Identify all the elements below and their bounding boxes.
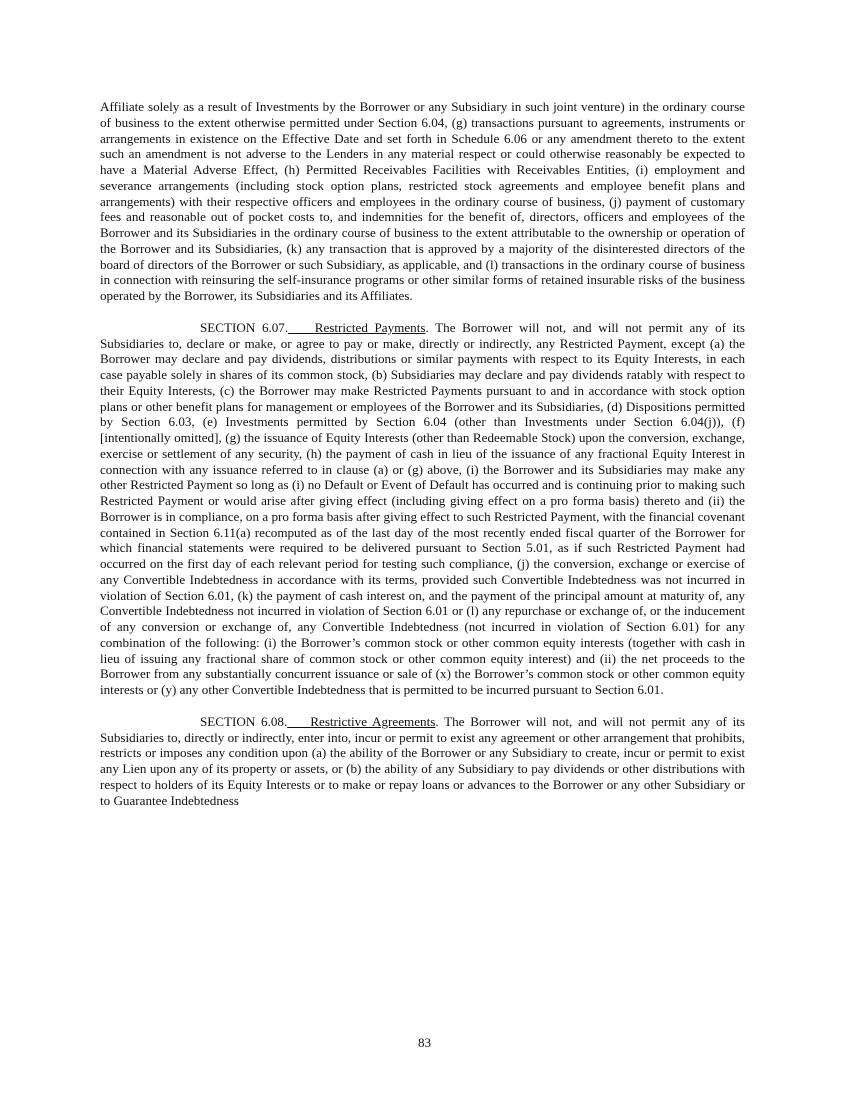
section-6-07-gap	[288, 320, 315, 335]
bracket-close: ]	[214, 430, 219, 445]
bracket-open: [	[100, 430, 105, 445]
section-6-08-title: Restrictive Agreements	[310, 713, 436, 729]
section-6-08	[100, 714, 745, 809]
section-6-08-gap	[287, 714, 310, 729]
section-6-07-number: SECTION 6.07.	[200, 319, 289, 335]
document-page	[100, 99, 745, 824]
section-6-08-body: . The Borrower will not, and will not permit any of its Subsidiaries to, directly or indirectly, enter into, incur or permit to exist any agreement or other arrangement that prohibits, restricts or imposes any condition upon (a) the ability of the Borrower or any Subsidiary to create, incur or permit to exist any Lien upon any of its property or assets, or (b) the ability of any Subsidiary to pay dividends or other distributions with respect to holders of its Equity Interests or to make or repay loans or advances to the Borrower or any other Subsidiary or to Guarantee Indebtedness	[100, 713, 745, 808]
intentionally-omitted: intentionally omitted	[104, 430, 215, 445]
section-6-07	[100, 320, 745, 698]
page-number: 83	[417, 1035, 432, 1050]
section-6-07-title: Restricted Payments	[314, 319, 426, 335]
section-6-07-body-a: . The Borrower will not, and will not permit any of its Subsidiaries to, declare or make, or agree to pay or make, directly or indirectly, any Restricted Payment, except (a) the Borrower may declare and pay dividends, distributions or similar payments with respect to its Equity Interests, in each case payable solely in shares of its common stock, (b) Subsidiaries may declare and pay dividends ratably with respect to their Equity Interests, (c) the Borrower may make Restricted Payments pursuant to and in accordance with stock option plans or other benefit plans for management or employees of the Borrower and its Subsidiaries, (d) Dispositions permitted by Section 6.03, (e) Investments permitted by Section 6.04 (other than Investments under Section 6.04(j)), (f)	[100, 319, 746, 430]
paragraph-continuation: Affiliate solely as a result of Investments by the Borrower or any Subsidiary in such joint venture) in the ordinary course of business to the extent otherwise permitted under Section 6.04, (g) transactions pursuant to agreements, instruments or arrangements in existence on the Effective Date and set forth in Schedule 6.06 or any amendment thereto to the extent such an amendment is not adverse to the Lenders in any material respect or could otherwise reasonably be expected to have a Material Adverse Effect, (h) Permitted Receivables Facilities with Receivables Entities, (i) employment and severance arrangements (including stock option plans, restricted stock agreements and employee benefit plans and arrangements) with their respective officers and employees in the ordinary course of business, (j) payment of customary fees and reasonable out of pocket costs to, and indemnities for the benefit of, directors, officers and employees of the Borrower and its Subsidiaries in the ordinary course of business to the extent attributable to the ownership or operation of the Borrower and its Subsidiaries, (k) any transaction that is approved by a majority of the disinterested directors of the board of directors of the Borrower or such Subsidiary, as applicable, and (l) transactions in the ordinary course of business in connection with reinsuring the self-insurance programs or other similar forms of retained insurable risks of the business operated by the Borrower, its Subsidiaries and its Affiliates.	[100, 99, 745, 303]
section-6-08-number: SECTION 6.08.	[200, 713, 288, 729]
section-6-07-body-b: , (g) the issuance of Equity Interests (other than Redeemable Stock) upon the conversion, exchange, exercise or settlement of any security, (h) the payment of cash in lieu of the issuance of any fractional Equity Interest in connection with any issuance referred to in clause (a) or (g) above, (i) the Borrower and its Subsidiaries may make any other Restricted Payment so long as (i) no Default or Event of Default has occurred and is continuing prior to making such Restricted Payment or would arise after giving effect (including giving effect on a pro forma basis) thereto and (ii) the Borrower is in compliance, on a pro forma basis after giving effect to such Restricted Payment, with the financial covenant contained in Section 6.11(a) recomputed as of the last day of the most recently ended fiscal quarter of the Borrower for which financial statements were required to be delivered pursuant to Section 5.01, as if such Restricted Payment had occurred on the first day of each relevant period for testing such compliance, (j) the conversion, exchange or exercise of any Convertible Indebtedness in accordance with its terms, provided such Convertible Indebtedness was not incurred in violation of Section 6.01, (k) the payment of cash interest on, and the payment of the principal amount at maturity of, any Convertible Indebtedness not incurred in violation of Section 6.01 or (l) any repurchase or exchange of, or the inducement of any conversion or exchange of, any Convertible Indebtedness (not incurred in violation of Section 6.01) for any combination of the following: (i) the Borrower’s common stock or other common equity interests (together with cash in lieu of issuing any fractional share of common stock or other common equity interest) and (ii) the net proceeds to the Borrower from any substantially concurrent issuance or sale of (x) the Borrower’s common stock or other common equity interests or (y) any other Convertible Indebtedness that is permitted to be incurred pursuant to Section 6.01.	[100, 430, 745, 697]
